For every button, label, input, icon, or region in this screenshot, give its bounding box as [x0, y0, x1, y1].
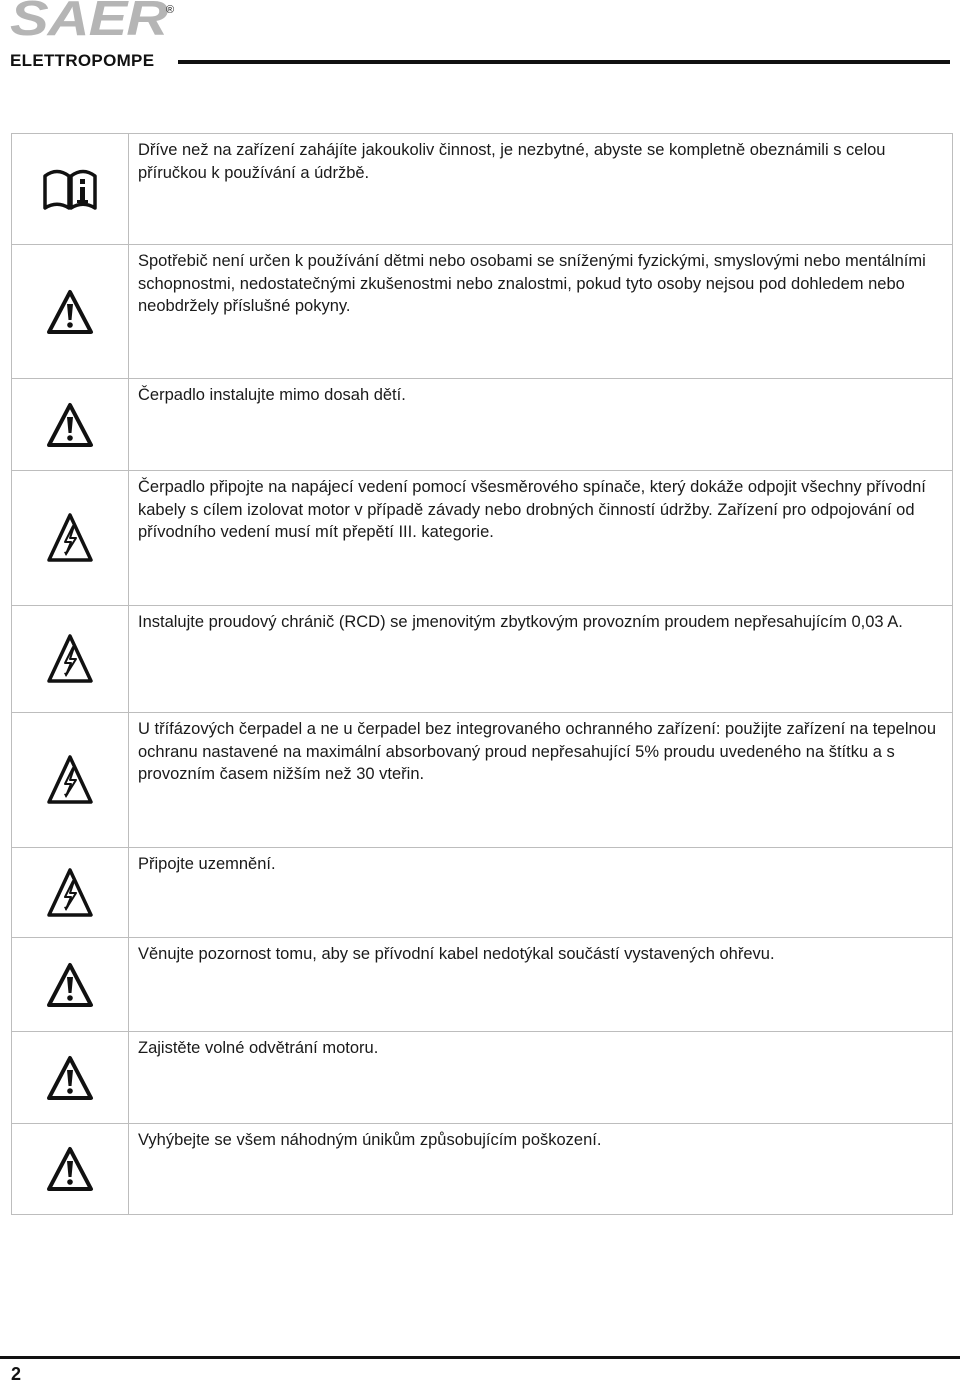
- company-logo: [10, 2, 175, 72]
- footer-divider: [0, 1356, 960, 1359]
- icon-cell: [12, 713, 129, 847]
- table-row: [12, 134, 952, 245]
- electrical-hazard-icon: [46, 754, 94, 806]
- page-number: 2: [11, 1364, 22, 1384]
- icon-cell: [12, 938, 129, 1031]
- table-row: [12, 606, 952, 713]
- instruction-text: Dříve než na zařízení zahájíte jakoukoliv činnost, je nezbytné, abyste se kompletně obeznámili s celou příručkou k používání a údržbě.: [138, 141, 886, 182]
- warning-icon: [46, 962, 94, 1008]
- warning-icon: [46, 289, 94, 335]
- registered-mark: ®: [166, 4, 175, 16]
- warning-icon: [46, 1055, 94, 1101]
- icon-cell: [12, 245, 129, 378]
- instruction-text: Věnujte pozornost tomu, aby se přívodní kabel nedotýkal součástí vystavených ohřevu.: [138, 945, 775, 963]
- instruction-text: Čerpadlo instalujte mimo dosah dětí.: [138, 386, 406, 404]
- instruction-text: Spotřebič není určen k používání dětmi nebo osobami se sníženými fyzickými, smyslovými nebo mentálními schopnostmi, nedostatečnými zkušenostmi nebo znalostmi, pokud tyto osoby nejsou pod dohledem nebo neobdržely příslušné pokyny.: [138, 252, 926, 315]
- warning-icon: [46, 1146, 94, 1192]
- table-row: [12, 379, 952, 471]
- table-row: [12, 471, 952, 606]
- page-header: [0, 0, 960, 80]
- instruction-text: Připojte uzemnění.: [138, 855, 276, 873]
- electrical-hazard-icon: [46, 867, 94, 919]
- manual-info-icon: [41, 166, 99, 212]
- instruction-text: Vyhýbejte se všem náhodným únikům způsobujícím poškození.: [138, 1131, 602, 1149]
- icon-cell: [12, 848, 129, 937]
- logo-wordmark: SAER: [10, 0, 168, 46]
- icon-cell: [12, 379, 129, 470]
- instruction-text: Instalujte proudový chránič (RCD) se jmenovitým zbytkovým provozním proudem nepřesahujícím 0,03 A.: [138, 613, 903, 631]
- safety-instructions-table: [11, 133, 953, 1215]
- icon-cell: [12, 1124, 129, 1214]
- instruction-text: Zajistěte volné odvětrání motoru.: [138, 1039, 379, 1057]
- instruction-text: U třífázových čerpadel a ne u čerpadel bez integrovaného ochranného zařízení: použijte zařízení na tepelnou ochranu nastavené na maximální absorbovaný proud nepřesahující 5% proudu uvedeného na štítku a s provozním časem nižším než 30 vteřin.: [138, 720, 937, 783]
- icon-cell: [12, 1032, 129, 1123]
- table-row: [12, 1032, 952, 1124]
- warning-icon: [46, 402, 94, 448]
- table-row: [12, 1124, 952, 1214]
- header-divider: [178, 60, 950, 64]
- icon-cell: [12, 471, 129, 605]
- table-row: [12, 848, 952, 938]
- icon-cell: [12, 134, 129, 244]
- table-row: [12, 938, 952, 1032]
- logo-subtitle: ELETTROPOMPE: [10, 51, 155, 70]
- electrical-hazard-icon: [46, 512, 94, 564]
- instruction-text: Čerpadlo připojte na napájecí vedení pomocí všesměrového spínače, který dokáže odpojit všechny přívodní kabely s cílem izolovat motor v případě závady nebo drobných činností údržby. Zařízení pro odpojování od přívodního vedení musí mít přepětí III. kategorie.: [138, 478, 926, 541]
- icon-cell: [12, 606, 129, 712]
- table-row: [12, 245, 952, 379]
- table-row: [12, 713, 952, 848]
- electrical-hazard-icon: [46, 633, 94, 685]
